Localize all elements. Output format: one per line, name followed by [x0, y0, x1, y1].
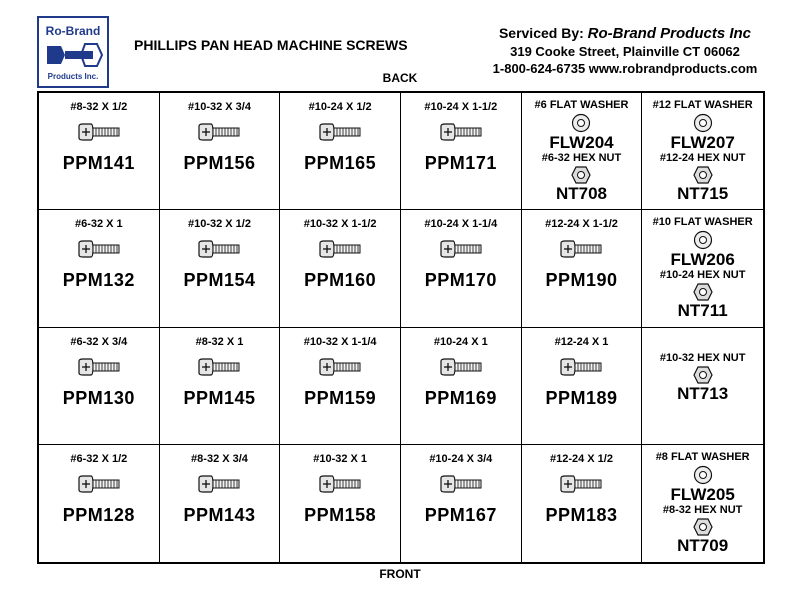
part-code: PPM171 — [424, 153, 497, 173]
pan-head-screw-icon — [77, 240, 121, 258]
compartment-ppm190 — [522, 210, 643, 327]
part-code: PPM183 — [545, 504, 618, 525]
pan-head-screw-icon — [197, 475, 241, 493]
part-code: PPM145 — [183, 387, 256, 408]
nut-code: NT713 — [677, 383, 729, 403]
compartment-ppm145 — [160, 328, 281, 445]
compartment-ppm160 — [280, 210, 401, 327]
screw-size: #10-24 X 3/4 — [429, 452, 493, 465]
screw-size: #10-24 X 1/2 — [308, 101, 372, 113]
nut-code: NT715 — [677, 184, 729, 203]
pan-head-screw-icon — [77, 358, 121, 376]
compartment-ppm159 — [280, 328, 401, 445]
screw-size: #6-32 X 3/4 — [70, 335, 128, 348]
hex-nut-icon — [693, 366, 713, 384]
washer-label: #8 FLAT WASHER — [655, 450, 750, 463]
company-logo — [37, 16, 109, 88]
part-code: PPM167 — [424, 504, 497, 525]
logo-line1: Ro-Brand — [45, 24, 101, 38]
part-code: PPM154 — [183, 270, 256, 291]
washer-code: FLW204 — [549, 133, 614, 152]
pan-head-screw-icon — [439, 123, 483, 141]
pan-head-screw-icon — [318, 358, 362, 376]
compartment-ppm183 — [522, 445, 643, 562]
pan-head-screw-icon — [318, 123, 362, 141]
service-contact: 1-800-624-6735 www.robrandproducts.com — [492, 61, 758, 76]
washer-label: #10 FLAT WASHER — [652, 216, 753, 229]
screw-size: #10-32 X 1-1/4 — [303, 335, 377, 348]
nut-code: NT709 — [677, 535, 729, 555]
pan-head-screw-icon — [197, 123, 241, 141]
service-prefix: Serviced By: — [498, 25, 584, 41]
part-code: PPM170 — [424, 270, 497, 291]
compartment-flw205-nt709 — [642, 445, 763, 562]
part-code: PPM189 — [545, 387, 618, 408]
page-title: PHILLIPS PAN HEAD MACHINE SCREWS — [134, 37, 408, 53]
hex-nut-icon — [693, 166, 713, 184]
pan-head-screw-icon — [77, 475, 121, 493]
service-company: Ro-Brand Products Inc — [587, 25, 752, 42]
screw-size: #10-32 X 1 — [313, 452, 368, 465]
service-address: 319 Cooke Street, Plainville CT 06062 — [510, 44, 740, 59]
compartment-ppm165 — [280, 93, 401, 210]
logo-line2: Products Inc. — [47, 72, 99, 81]
screw-size: #10-32 X 1/2 — [187, 218, 251, 231]
compartment-ppm171 — [401, 93, 522, 210]
part-code: PPM128 — [62, 504, 135, 525]
compartment-ppm154 — [160, 210, 281, 327]
screw-size: #10-24 X 1 — [433, 335, 488, 348]
compartment-ppm158 — [280, 445, 401, 562]
part-code: PPM160 — [304, 270, 377, 291]
parts-grid — [37, 91, 765, 564]
screw-size: #6-32 X 1 — [74, 218, 123, 231]
nut-code: NT708 — [555, 184, 607, 203]
compartment-ppm141 — [39, 93, 160, 210]
compartment-ppm156 — [160, 93, 281, 210]
screw-size: #12-24 X 1/2 — [549, 452, 613, 465]
compartment-ppm167 — [401, 445, 522, 562]
washer-label: #12 FLAT WASHER — [652, 99, 753, 111]
washer-code: FLW205 — [670, 484, 735, 504]
washer-code: FLW207 — [670, 133, 735, 152]
part-code: PPM132 — [62, 270, 135, 291]
pan-head-screw-icon — [559, 475, 603, 493]
screw-size: #12-24 X 1-1/2 — [545, 218, 618, 231]
screw-size: #8-32 X 1/2 — [70, 101, 128, 113]
front-label: FRONT — [379, 567, 421, 581]
pan-head-screw-icon — [318, 240, 362, 258]
pan-head-screw-icon — [197, 240, 241, 258]
screw-size: #10-24 X 1-1/4 — [424, 218, 498, 231]
nut-label: #12-24 HEX NUT — [659, 152, 746, 164]
bolt-nut-logo-icon — [45, 42, 103, 68]
compartment-flw204-nt708 — [522, 93, 643, 210]
part-code: PPM158 — [304, 504, 377, 525]
hex-nut-icon — [693, 518, 713, 536]
screw-size: #10-32 X 3/4 — [187, 101, 251, 113]
pan-head-screw-icon — [559, 358, 603, 376]
compartment-flw207-nt715 — [642, 93, 763, 210]
screw-size: #12-24 X 1 — [554, 335, 609, 348]
part-code: PPM130 — [62, 387, 135, 408]
back-label: BACK — [382, 71, 418, 85]
nut-label: #8-32 HEX NUT — [662, 503, 743, 516]
pan-head-screw-icon — [318, 475, 362, 493]
screw-size: #6-32 X 1/2 — [70, 452, 128, 465]
compartment-ppm169 — [401, 328, 522, 445]
hex-nut-icon — [693, 283, 713, 301]
pan-head-screw-icon — [439, 475, 483, 493]
part-code: PPM169 — [424, 387, 497, 408]
compartment-ppm189 — [522, 328, 643, 445]
pan-head-screw-icon — [439, 240, 483, 258]
screw-size: #10-32 X 1-1/2 — [303, 218, 377, 231]
pan-head-screw-icon — [77, 123, 121, 141]
compartment-nt713 — [642, 328, 763, 445]
screw-size: #8-32 X 3/4 — [191, 452, 248, 465]
pan-head-screw-icon — [439, 358, 483, 376]
pan-head-screw-icon — [197, 358, 241, 376]
compartment-ppm130 — [39, 328, 160, 445]
part-code: PPM190 — [545, 270, 618, 291]
flat-washer-icon — [693, 465, 713, 485]
nut-label: #6-32 HEX NUT — [541, 152, 622, 164]
part-code: PPM141 — [62, 153, 135, 173]
compartment-ppm132 — [39, 210, 160, 327]
part-code: PPM165 — [304, 153, 377, 173]
nut-code: NT711 — [677, 301, 728, 321]
flat-washer-icon — [693, 230, 713, 250]
compartment-ppm170 — [401, 210, 522, 327]
nut-label: #10-32 HEX NUT — [659, 351, 746, 364]
compartment-ppm143 — [160, 445, 281, 562]
nut-label: #10-24 HEX NUT — [659, 269, 746, 282]
flat-washer-icon — [693, 113, 713, 133]
part-code: PPM159 — [304, 387, 377, 408]
pan-head-screw-icon — [559, 240, 603, 258]
screw-size: #10-24 X 1-1/2 — [424, 101, 498, 113]
part-code: PPM156 — [183, 153, 256, 173]
washer-label: #6 FLAT WASHER — [534, 99, 629, 111]
flat-washer-icon — [571, 113, 591, 133]
service-line — [470, 25, 780, 42]
compartment-flw206-nt711 — [642, 210, 763, 327]
compartment-ppm128 — [39, 445, 160, 562]
part-code: PPM143 — [183, 504, 256, 525]
screw-size: #8-32 X 1 — [195, 335, 244, 348]
washer-code: FLW206 — [670, 250, 735, 270]
hex-nut-icon — [571, 166, 591, 184]
